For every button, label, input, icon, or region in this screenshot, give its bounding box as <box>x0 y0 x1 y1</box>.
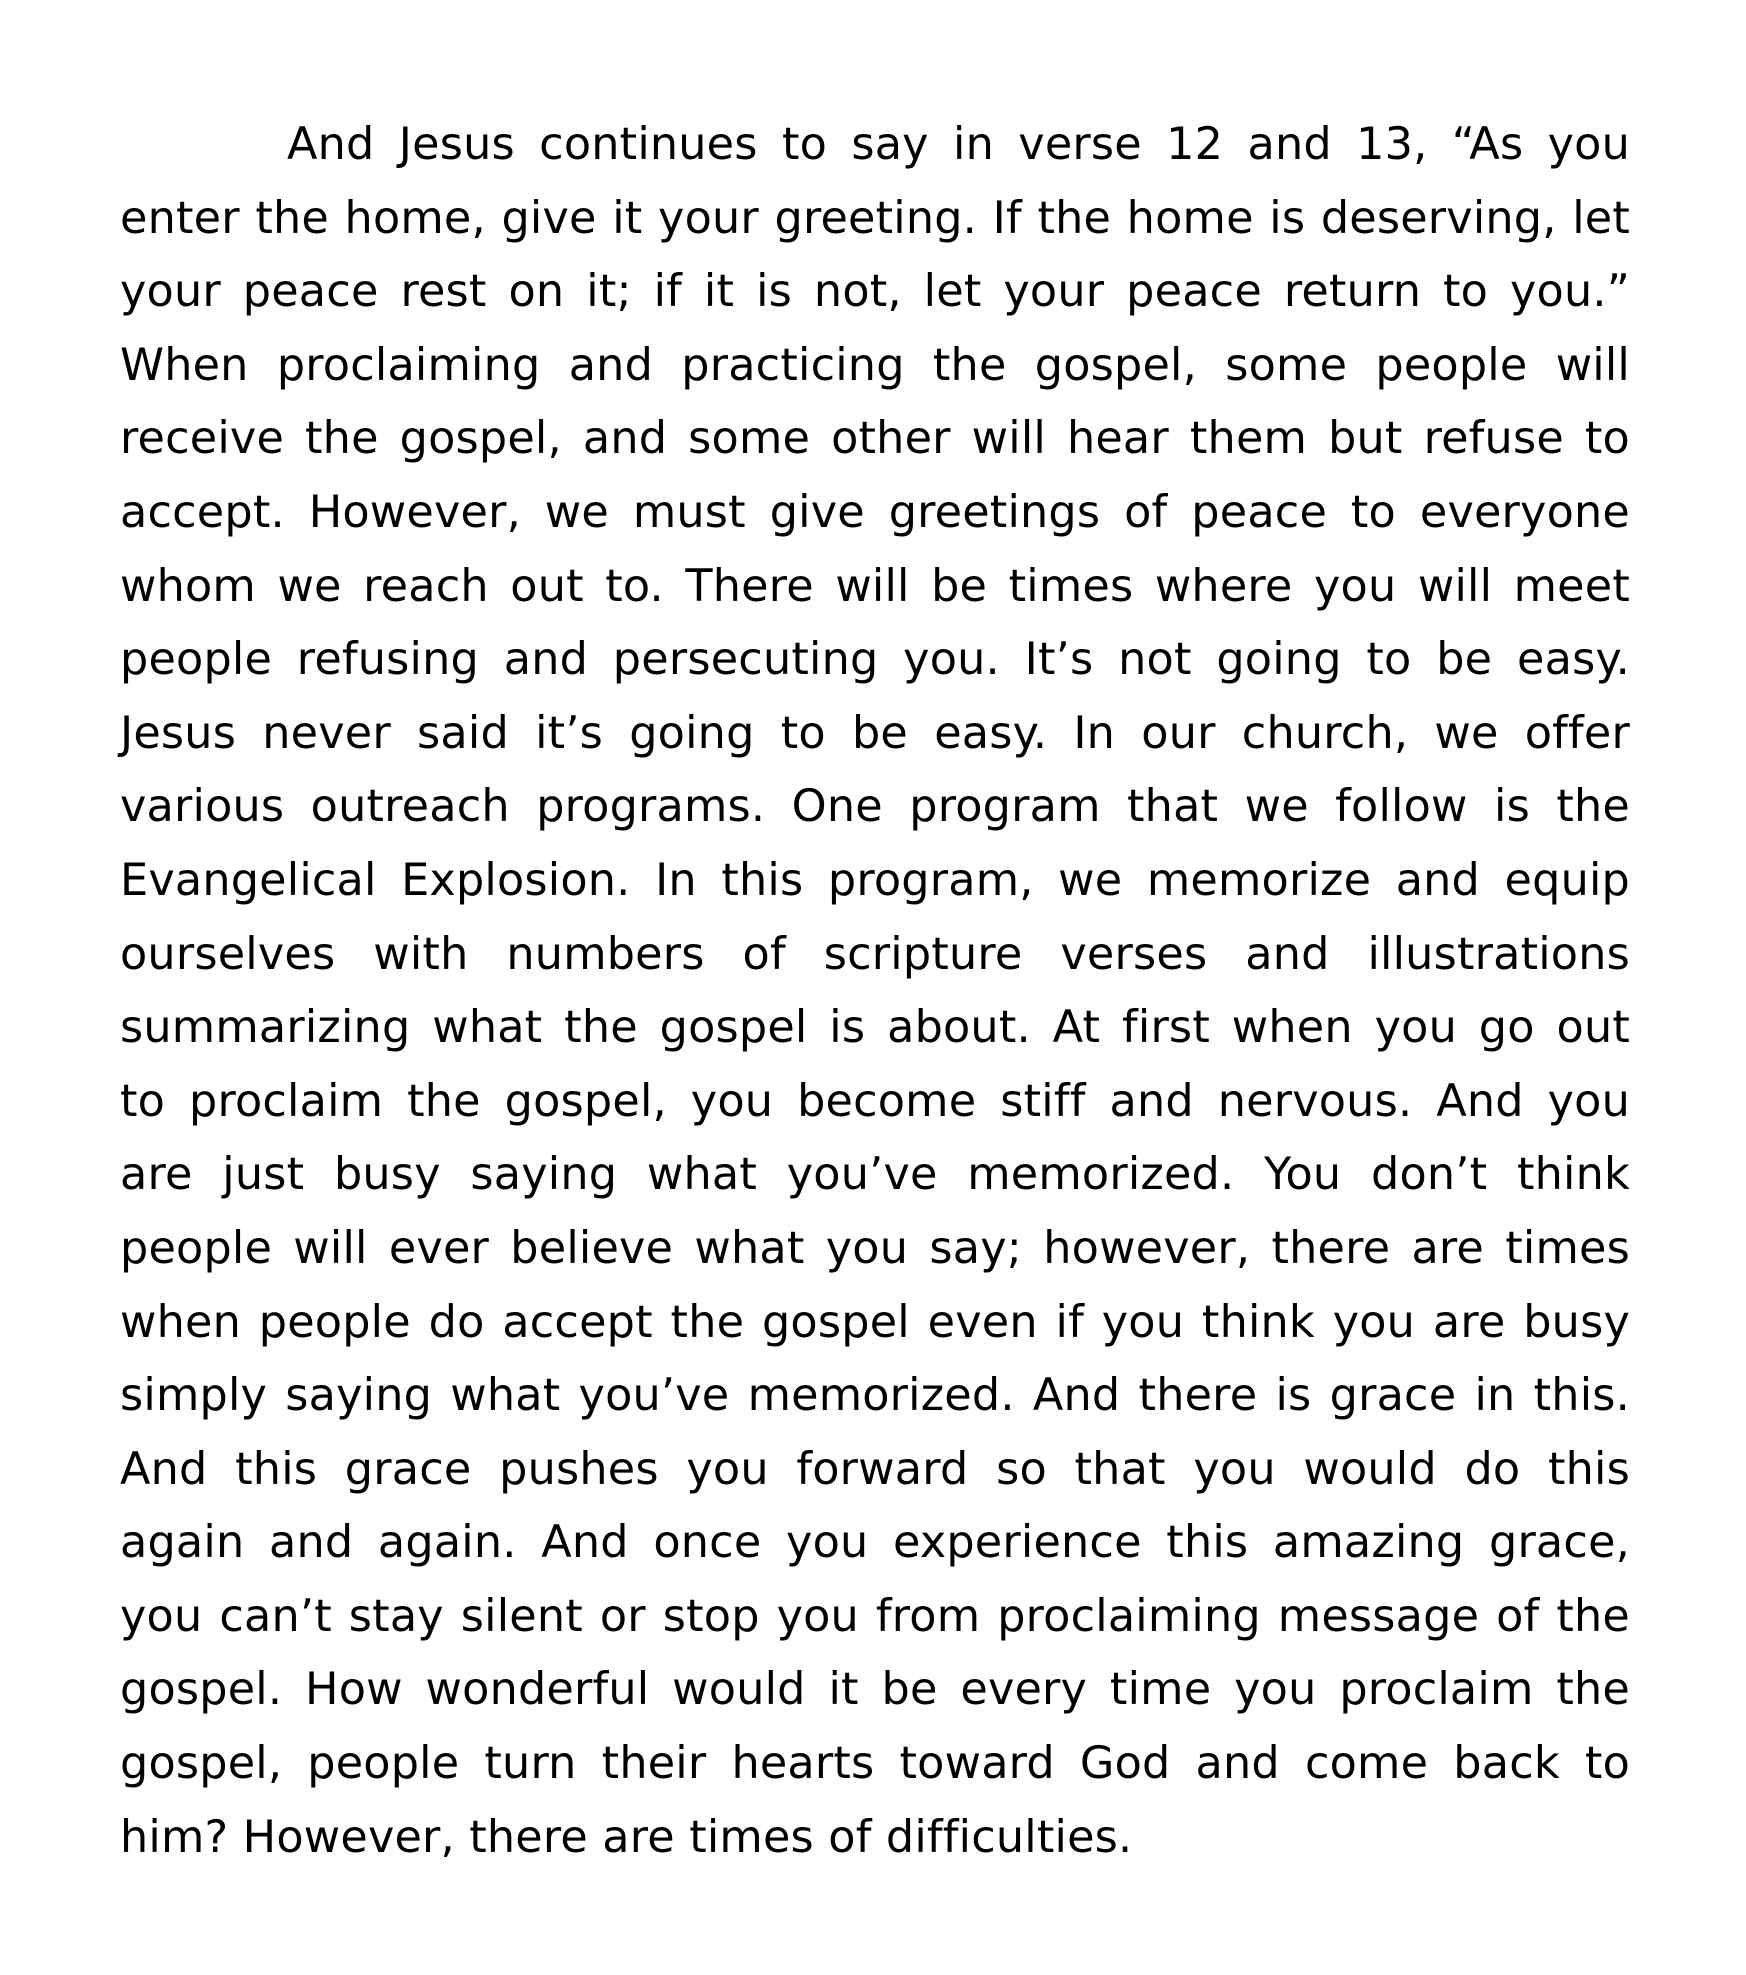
paragraph-line: whom we reach out to. There will be times where you will meet <box>120 560 1630 612</box>
paragraph-line: Evangelical Explosion. In this program, we memorize and equip <box>120 854 1630 906</box>
paragraph-line: gospel. How wonderful would it be every time you proclaim the <box>120 1664 1630 1716</box>
paragraph-line: gospel, people turn their hearts toward God and come back to <box>120 1738 1630 1790</box>
paragraph-line: enter the home, give it your greeting. If the home is deserving, let <box>120 192 1630 244</box>
paragraph-line: Jesus never said it’s going to be easy. In our church, we offer <box>120 707 1630 759</box>
paragraph-line: again and again. And once you experience this amazing grace, <box>120 1517 1630 1569</box>
paragraph-line: when people do accept the gospel even if you think you are busy <box>120 1296 1630 1348</box>
paragraph-line: people refusing and persecuting you. It’s not going to be easy. <box>120 634 1630 686</box>
paragraph-line: And Jesus continues to say in verse 12 and 13, “As you <box>287 119 1630 170</box>
paragraph-line: to proclaim the gospel, you become stiff and nervous. And you <box>120 1075 1630 1127</box>
paragraph-line: various outreach programs. One program that we follow is the <box>120 781 1630 833</box>
body-paragraph <box>120 108 1630 1874</box>
paragraph-line: you can’t stay silent or stop you from proclaiming message of the <box>120 1590 1630 1642</box>
paragraph-line: him? However, there are times of difficulties. <box>120 1811 1133 1863</box>
paragraph-line: are just busy saying what you’ve memorized. You don’t think <box>120 1149 1630 1201</box>
paragraph-line: accept. However, we must give greetings of peace to everyone <box>120 486 1630 538</box>
paragraph-line: simply saying what you’ve memorized. And there is grace in this. <box>120 1370 1630 1422</box>
paragraph-line: summarizing what the gospel is about. At first when you go out <box>120 1002 1630 1054</box>
paragraph-line: When proclaiming and practicing the gospel, some people will <box>120 339 1630 391</box>
paragraph-line: your peace rest on it; if it is not, let your peace return to you.” <box>120 266 1630 318</box>
paragraph-line: people will ever believe what you say; however, there are times <box>120 1222 1630 1274</box>
paragraph-line: ourselves with numbers of scripture verses and illustrations <box>120 928 1630 980</box>
paragraph-line: And this grace pushes you forward so that you would do this <box>120 1443 1630 1495</box>
paragraph-line: receive the gospel, and some other will hear them but refuse to <box>120 413 1630 465</box>
